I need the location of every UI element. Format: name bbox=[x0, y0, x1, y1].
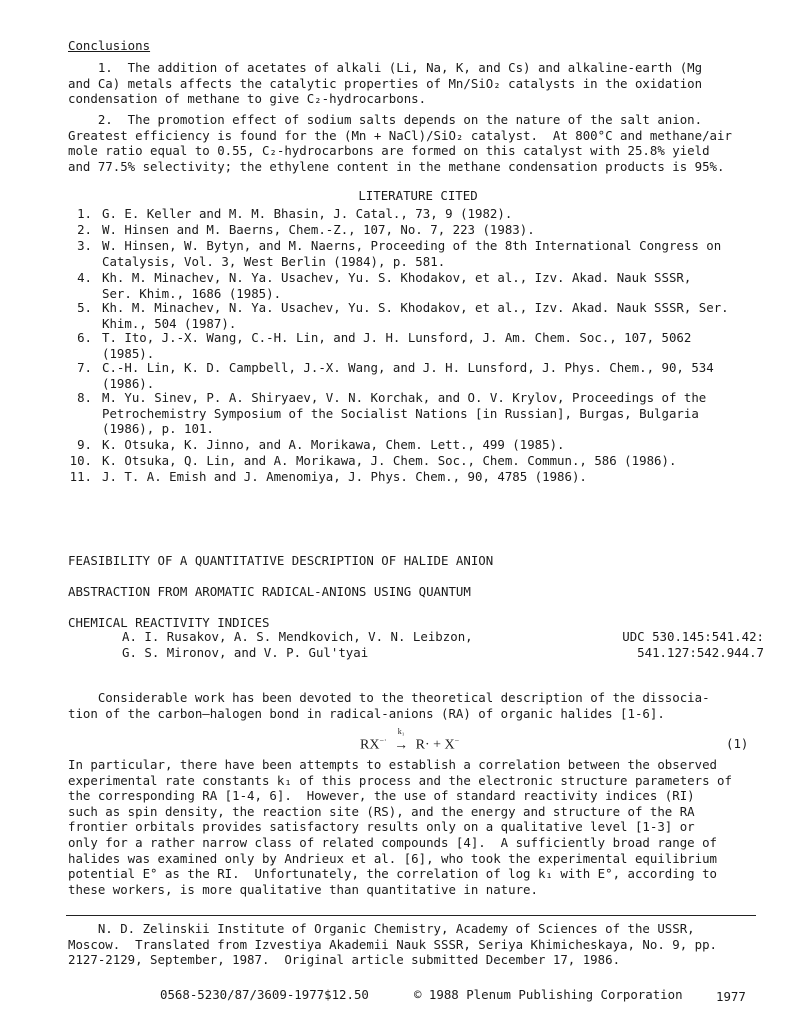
reference-text: Kh. M. Minachev, N. Ya. Usachev, Yu. S. Khodakov, et al., Izv. Akad. Nauk SSSR, Ser. Khim., 1686 (1985). bbox=[102, 270, 692, 301]
reference-number: 2. bbox=[77, 222, 92, 237]
equation-number: (1) bbox=[726, 736, 749, 751]
equation-reactant: RX bbox=[360, 737, 380, 753]
reference-text: G. E. Keller and M. M. Bhasin, J. Catal., 73, 9 (1982). bbox=[102, 206, 513, 221]
issn-price: 0568-5230/87/3609-1977$12.50 bbox=[160, 987, 369, 1002]
copyright: © 1988 Plenum Publishing Corporation bbox=[414, 987, 683, 1002]
reference-text: K. Otsuka, Q. Lin, and A. Morikawa, J. Chem. Soc., Chem. Commun., 586 (1986). bbox=[102, 453, 677, 468]
body-paragraph: In particular, there have been attempts to establish a correlation between the observed experimental rate constants k₁ of this process and the electronic structure parameters of the corresponding RA [1-4, 6]. However, the use of standard reactivity indices (RI) such as spin density, the reaction site (RS), and the energy and structure of the RA frontier orbitals provides satisfactory results only on a qualitative level [1-3] or only for a rather narrow class of related compounds [4]. A sufficiently broad range of halides was examined only by Andrieux et al. [6], who took the experimental equilibrium potential E° as the RI. Unfortunately, the correlation of log k₁ with E°, according to these workers, is more qualitative than quantitative in nature. bbox=[68, 757, 732, 897]
reaction-equation bbox=[360, 726, 460, 755]
reference-number: 5. bbox=[77, 300, 92, 315]
page-number: 1977 bbox=[716, 989, 746, 1004]
reference-text: M. Yu. Sinev, P. A. Shiryaev, V. N. Korchak, and O. V. Krylov, Proceedings of the Petrochemistry Symposium of the Socialist Nations [in Russian], Burgas, Bulgaria (1986), p. 101. bbox=[102, 390, 707, 437]
equation-rate-constant: k₁ bbox=[397, 726, 405, 736]
reference-number: 6. bbox=[77, 330, 92, 345]
conclusion-paragraph-2: 2. The promotion effect of sodium salts depends on the nature of the salt anion. Greatest efficiency is found for the (Mn + NaCl)/SiO₂ catalyst. At 800°C and methane/air mole ratio equal to 0.55, C₂-hydrocarbons are formed on this catalyst with 25.8% yield and 77.5% selectivity; the ethylene content in the methane condensation products is 95%. bbox=[68, 112, 732, 174]
reference-text: C.-H. Lin, K. D. Campbell, J.-X. Wang, and J. H. Lunsford, J. Phys. Chem., 90, 534 (1986). bbox=[102, 360, 714, 391]
equation-reactant-charge: −· bbox=[379, 736, 387, 745]
reference-number: 11. bbox=[69, 469, 92, 484]
reference-text: J. T. A. Emish and J. Amenomiya, J. Phys. Chem., 90, 4785 (1986). bbox=[102, 469, 587, 484]
conclusions-heading: Conclusions bbox=[68, 38, 151, 53]
footnote: N. D. Zelinskii Institute of Organic Chemistry, Academy of Sciences of the USSR, Moscow. Translated from Izvestiya Akademii Nauk SSSR, Seriya Khimicheskaya, No. 9, pp. 2127-2129, September, 1987. Original article submitted December 17, 1986. bbox=[68, 921, 718, 968]
intro-paragraph: Considerable work has been devoted to the theoretical description of the dissocia- tion of the carbon—halogen bond in radical-anions (RA) of organic halides [1-6]. bbox=[68, 690, 710, 721]
reference-number: 10. bbox=[69, 453, 92, 468]
equation-arrow: k₁ → bbox=[390, 737, 412, 755]
reference-number: 9. bbox=[77, 437, 92, 452]
reference-number: 3. bbox=[77, 238, 92, 253]
reference-text: W. Hinsen and M. Baerns, Chem.-Z., 107, No. 7, 223 (1983). bbox=[102, 222, 535, 237]
reference-text: Kh. M. Minachev, N. Ya. Usachev, Yu. S. Khodakov, et al., Izv. Akad. Nauk SSSR, Ser. Khim., 504 (1987). bbox=[102, 300, 729, 331]
equation-products: R· + X bbox=[415, 737, 455, 753]
reference-number: 7. bbox=[77, 360, 92, 375]
reference-number: 4. bbox=[77, 270, 92, 285]
article-authors: A. I. Rusakov, A. S. Mendkovich, V. N. Leibzon, G. S. Mironov, and V. P. Gul'tyai bbox=[122, 629, 473, 660]
conclusion-paragraph-1: 1. The addition of acetates of alkali (Li, Na, K, and Cs) and alkaline-earth (Mg and Ca) metals affects the catalytic properties of Mn/SiO₂ catalysts in the oxidation condensation of methane to give C₂-hydrocarbons. bbox=[68, 60, 703, 107]
footnote-rule bbox=[66, 915, 756, 916]
reference-number: 1. bbox=[77, 206, 92, 221]
reference-number: 8. bbox=[77, 390, 92, 405]
article-title: FEASIBILITY OF A QUANTITATIVE DESCRIPTION OF HALIDE ANION ABSTRACTION FROM AROMATIC RADICAL-ANIONS USING QUANTUM CHEMICAL REACTIVITY INDICES bbox=[68, 553, 494, 631]
reference-text: T. Ito, J.-X. Wang, C.-H. Lin, and J. H. Lunsford, J. Am. Chem. Soc., 107, 5062 (1985). bbox=[102, 330, 692, 361]
udc-code: UDC 530.145:541.42: 541.127:542.944.7 bbox=[622, 629, 764, 660]
reference-text: W. Hinsen, W. Bytyn, and M. Naerns, Proceeding of the 8th International Congress on Catalysis, Vol. 3, West Berlin (1984), p. 581. bbox=[102, 238, 722, 269]
reference-text: K. Otsuka, K. Jinno, and A. Morikawa, Chem. Lett., 499 (1985). bbox=[102, 437, 565, 452]
equation-product-charge: − bbox=[454, 736, 460, 745]
literature-heading: LITERATURE CITED bbox=[358, 188, 478, 203]
